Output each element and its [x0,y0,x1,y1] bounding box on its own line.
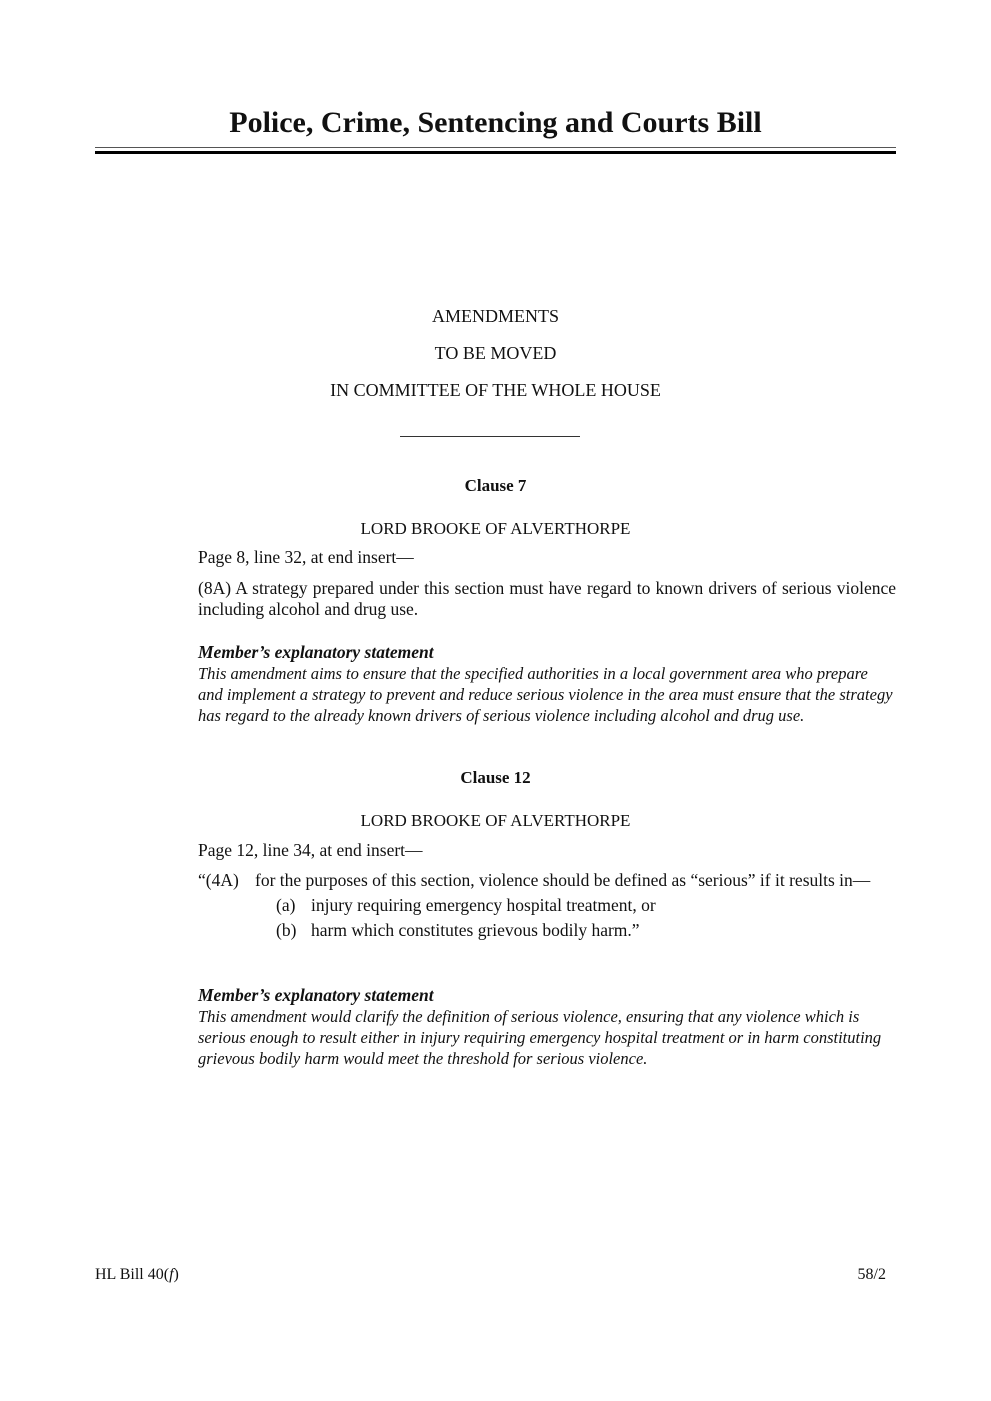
bill-reference [95,1266,179,1284]
document-title: Police, Crime, Sentencing and Courts Bill [229,106,762,139]
explanatory-statement: This amendment would clarify the definition of serious violence, ensuring that any violence which is serious enough to result either in injury requiring emergency hospital treatment or in harm constituting grievous bodily harm would meet the threshold for serious violence. [198,1007,882,1068]
subsection-number: “(4A) [198,870,239,890]
page-number: 58/2 [857,1266,886,1283]
amendment-location: Page 8, line 32, at end insert— [198,547,414,567]
paragraph-number: (a) [276,895,296,915]
subsection-text: for the purposes of this section, violence should be defined as “serious” if it results in— [255,870,871,890]
paragraph-number: (b) [276,920,297,940]
clause-heading: Clause 7 [464,476,527,495]
title-rule-thick [95,151,896,154]
heading-divider [400,436,580,437]
clause-heading: Clause 12 [460,768,531,787]
explanatory-statement-heading: Member’s explanatory statement [198,985,434,1005]
title-rule-thin [95,147,896,148]
paragraph-text: harm which constitutes grievous bodily harm.” [311,920,640,940]
explanatory-statement: This amendment aims to ensure that the specified authorities in a local government area who prepare and implement a strategy to prevent and reduce serious violence in the area must ensure that the strategy has regard to the already known drivers of serious violence including alcohol and drug use. [198,664,893,725]
paragraph-text: injury requiring emergency hospital treatment, or [311,895,656,915]
bill-reference-letter: f [169,1266,174,1283]
bill-reference-main: HL Bill 40( [95,1266,170,1283]
heading-line-1: AMENDMENTS [431,306,559,326]
member-name: LORD BROOKE OF ALVERTHORPE [360,811,631,830]
amendment-location: Page 12, line 34, at end insert— [198,840,423,860]
amendment-text: (8A) A strategy prepared under this section must have regard to known drivers of serious violence including alcohol and drug use. [198,578,896,619]
member-name: LORD BROOKE OF ALVERTHORPE [360,519,631,538]
heading-line-2: TO BE MOVED [434,343,557,363]
amendment-body [198,870,896,941]
heading-line-3: IN COMMITTEE OF THE WHOLE HOUSE [330,380,661,400]
bill-reference-close: ) [173,1266,179,1283]
explanatory-statement-heading: Member’s explanatory statement [198,642,434,662]
